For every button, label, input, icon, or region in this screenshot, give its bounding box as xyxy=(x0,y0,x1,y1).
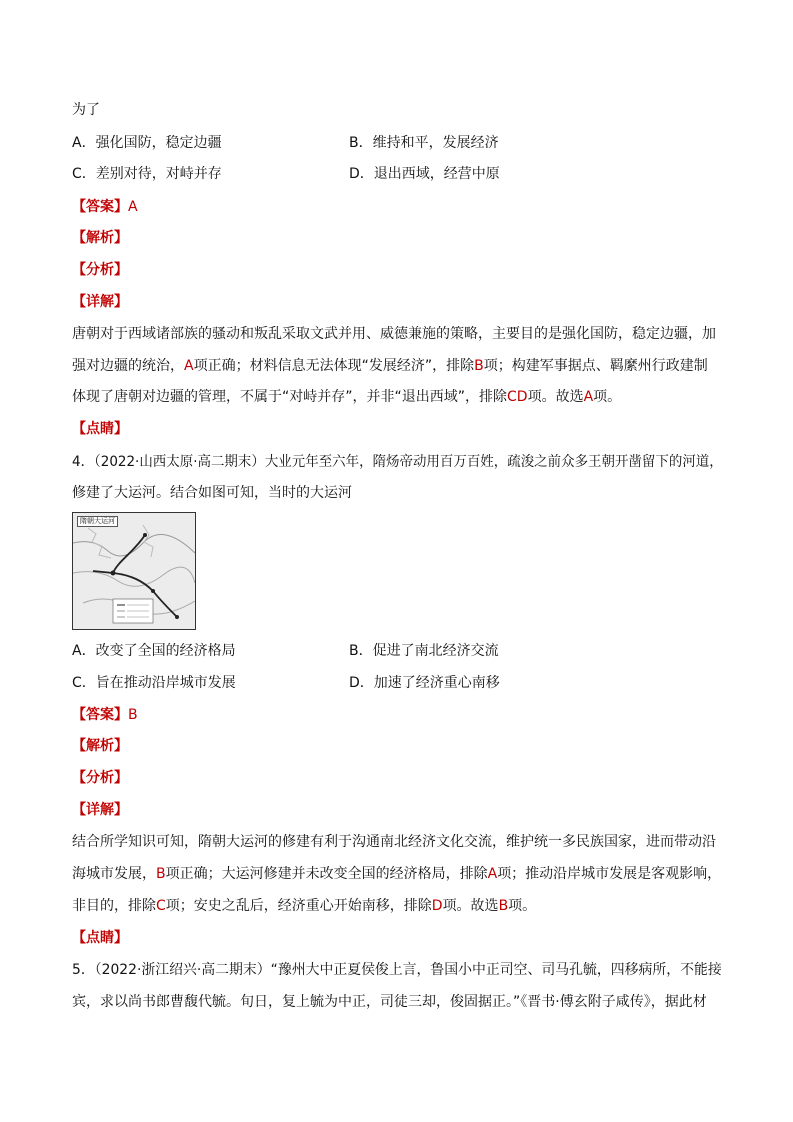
highlight: A xyxy=(184,358,194,374)
q4-stem-line-2: 修建了大运河。结合如图可知，当时的大运河 xyxy=(72,485,352,501)
q3-option-c: C．差别对待，对峙并存 xyxy=(72,166,222,182)
highlight: B xyxy=(156,866,166,882)
q3-xiangjie-label: 【详解】 xyxy=(72,294,128,310)
q3-jiexi-label: 【解析】 xyxy=(72,230,128,246)
q3-detail-line-2 xyxy=(72,356,708,376)
text: 项正确；材料信息无法体现“发展经济”，排除 xyxy=(193,358,475,374)
highlight: CD xyxy=(507,389,528,405)
q3-option-d: D．退出西域，经营中原 xyxy=(349,166,500,182)
q4-detail-line-1: 结合所学知识可知，隋朝大运河的修建有利于沟通南北经济文化交流，维护统一多民族国家，进而带动沿 xyxy=(72,834,716,850)
q3-answer xyxy=(72,197,138,217)
highlight: B xyxy=(498,898,509,914)
text: 项；推动沿岸城市发展是客观影响， xyxy=(497,866,722,882)
q4-answer xyxy=(72,705,138,725)
q4-xiangjie-label: 【详解】 xyxy=(72,802,128,818)
highlight: B xyxy=(474,358,484,374)
q4-option-a: A．改变了全国的经济格局 xyxy=(72,643,236,659)
text: 项；安史之乱后，经济重心开始南移，排除 xyxy=(165,898,432,914)
q4-option-c: C．旨在推动沿岸城市发展 xyxy=(72,675,236,691)
text: 非目的，排除 xyxy=(72,898,156,914)
q4-jiexi-label: 【解析】 xyxy=(72,738,128,754)
grand-canal-map-image xyxy=(72,512,196,630)
q4-detail-line-2 xyxy=(72,864,721,884)
q4-dianjing-label: 【点睛】 xyxy=(72,930,128,946)
q3-detail-line-3 xyxy=(72,387,621,407)
text: 项；构建军事据点、羁縻州行政建制 xyxy=(483,358,708,374)
text: 强对边疆的统治， xyxy=(72,358,184,374)
q3-option-a: A．强化国防，稳定边疆 xyxy=(72,135,222,151)
q4-detail-line-3 xyxy=(72,896,536,916)
text: 项。 xyxy=(593,389,622,405)
highlight: D xyxy=(431,898,443,914)
map-title: 隋朝大运河 xyxy=(77,516,118,527)
q5-stem-line-1: 5．（2022·浙江绍兴·高二期末）“豫州大中正夏侯俊上言，鲁国小中正司空、司马孔毓，四移病所，不能接 xyxy=(72,962,722,978)
q3-fenxi-label: 【分析】 xyxy=(72,262,128,278)
map-drawing xyxy=(73,513,195,629)
answer-value: B xyxy=(128,707,138,723)
text: 项。 xyxy=(508,898,537,914)
q4-option-d: D．加速了经济重心南移 xyxy=(349,675,500,691)
text: 项。故选 xyxy=(527,389,584,405)
highlight: A xyxy=(487,866,498,882)
q3-detail-line-1: 唐朝对于西域诸部族的骚动和叛乱采取文武并用、威德兼施的策略，主要目的是强化国防，稳定边疆，加 xyxy=(72,326,716,342)
q3-stem-tail: 为了 xyxy=(72,102,100,118)
q4-option-b: B．促进了南北经济交流 xyxy=(349,643,499,659)
text: 海城市发展， xyxy=(72,866,156,882)
highlight: C xyxy=(156,898,166,914)
q3-dianjing-label: 【点睛】 xyxy=(72,421,128,437)
text: 体现了唐朝对边疆的管理，不属于“对峙并存”，并非“退出西域”，排除 xyxy=(72,389,508,405)
answer-value: A xyxy=(128,199,138,215)
highlight: A xyxy=(583,389,594,405)
q4-fenxi-label: 【分析】 xyxy=(72,770,128,786)
q3-option-b: B．维持和平，发展经济 xyxy=(349,135,499,151)
text: 项。故选 xyxy=(442,898,499,914)
q5-stem-line-2: 宾，求以尚书郎曹馥代毓。旬日，复上毓为中正，司徒三却，俊固据正。”《晋书·傅玄附子咸传》，据此材 xyxy=(72,994,707,1010)
answer-label: 【答案】 xyxy=(72,707,128,723)
q4-stem-line-1: 4．（2022·山西太原·高二期末）大业元年至六年，隋炀帝动用百万百姓，疏浚之前众多王朝开凿留下的河道， xyxy=(72,454,723,470)
text: 项正确；大运河修建并未改变全国的经济格局，排除 xyxy=(165,866,488,882)
answer-label: 【答案】 xyxy=(72,199,128,215)
